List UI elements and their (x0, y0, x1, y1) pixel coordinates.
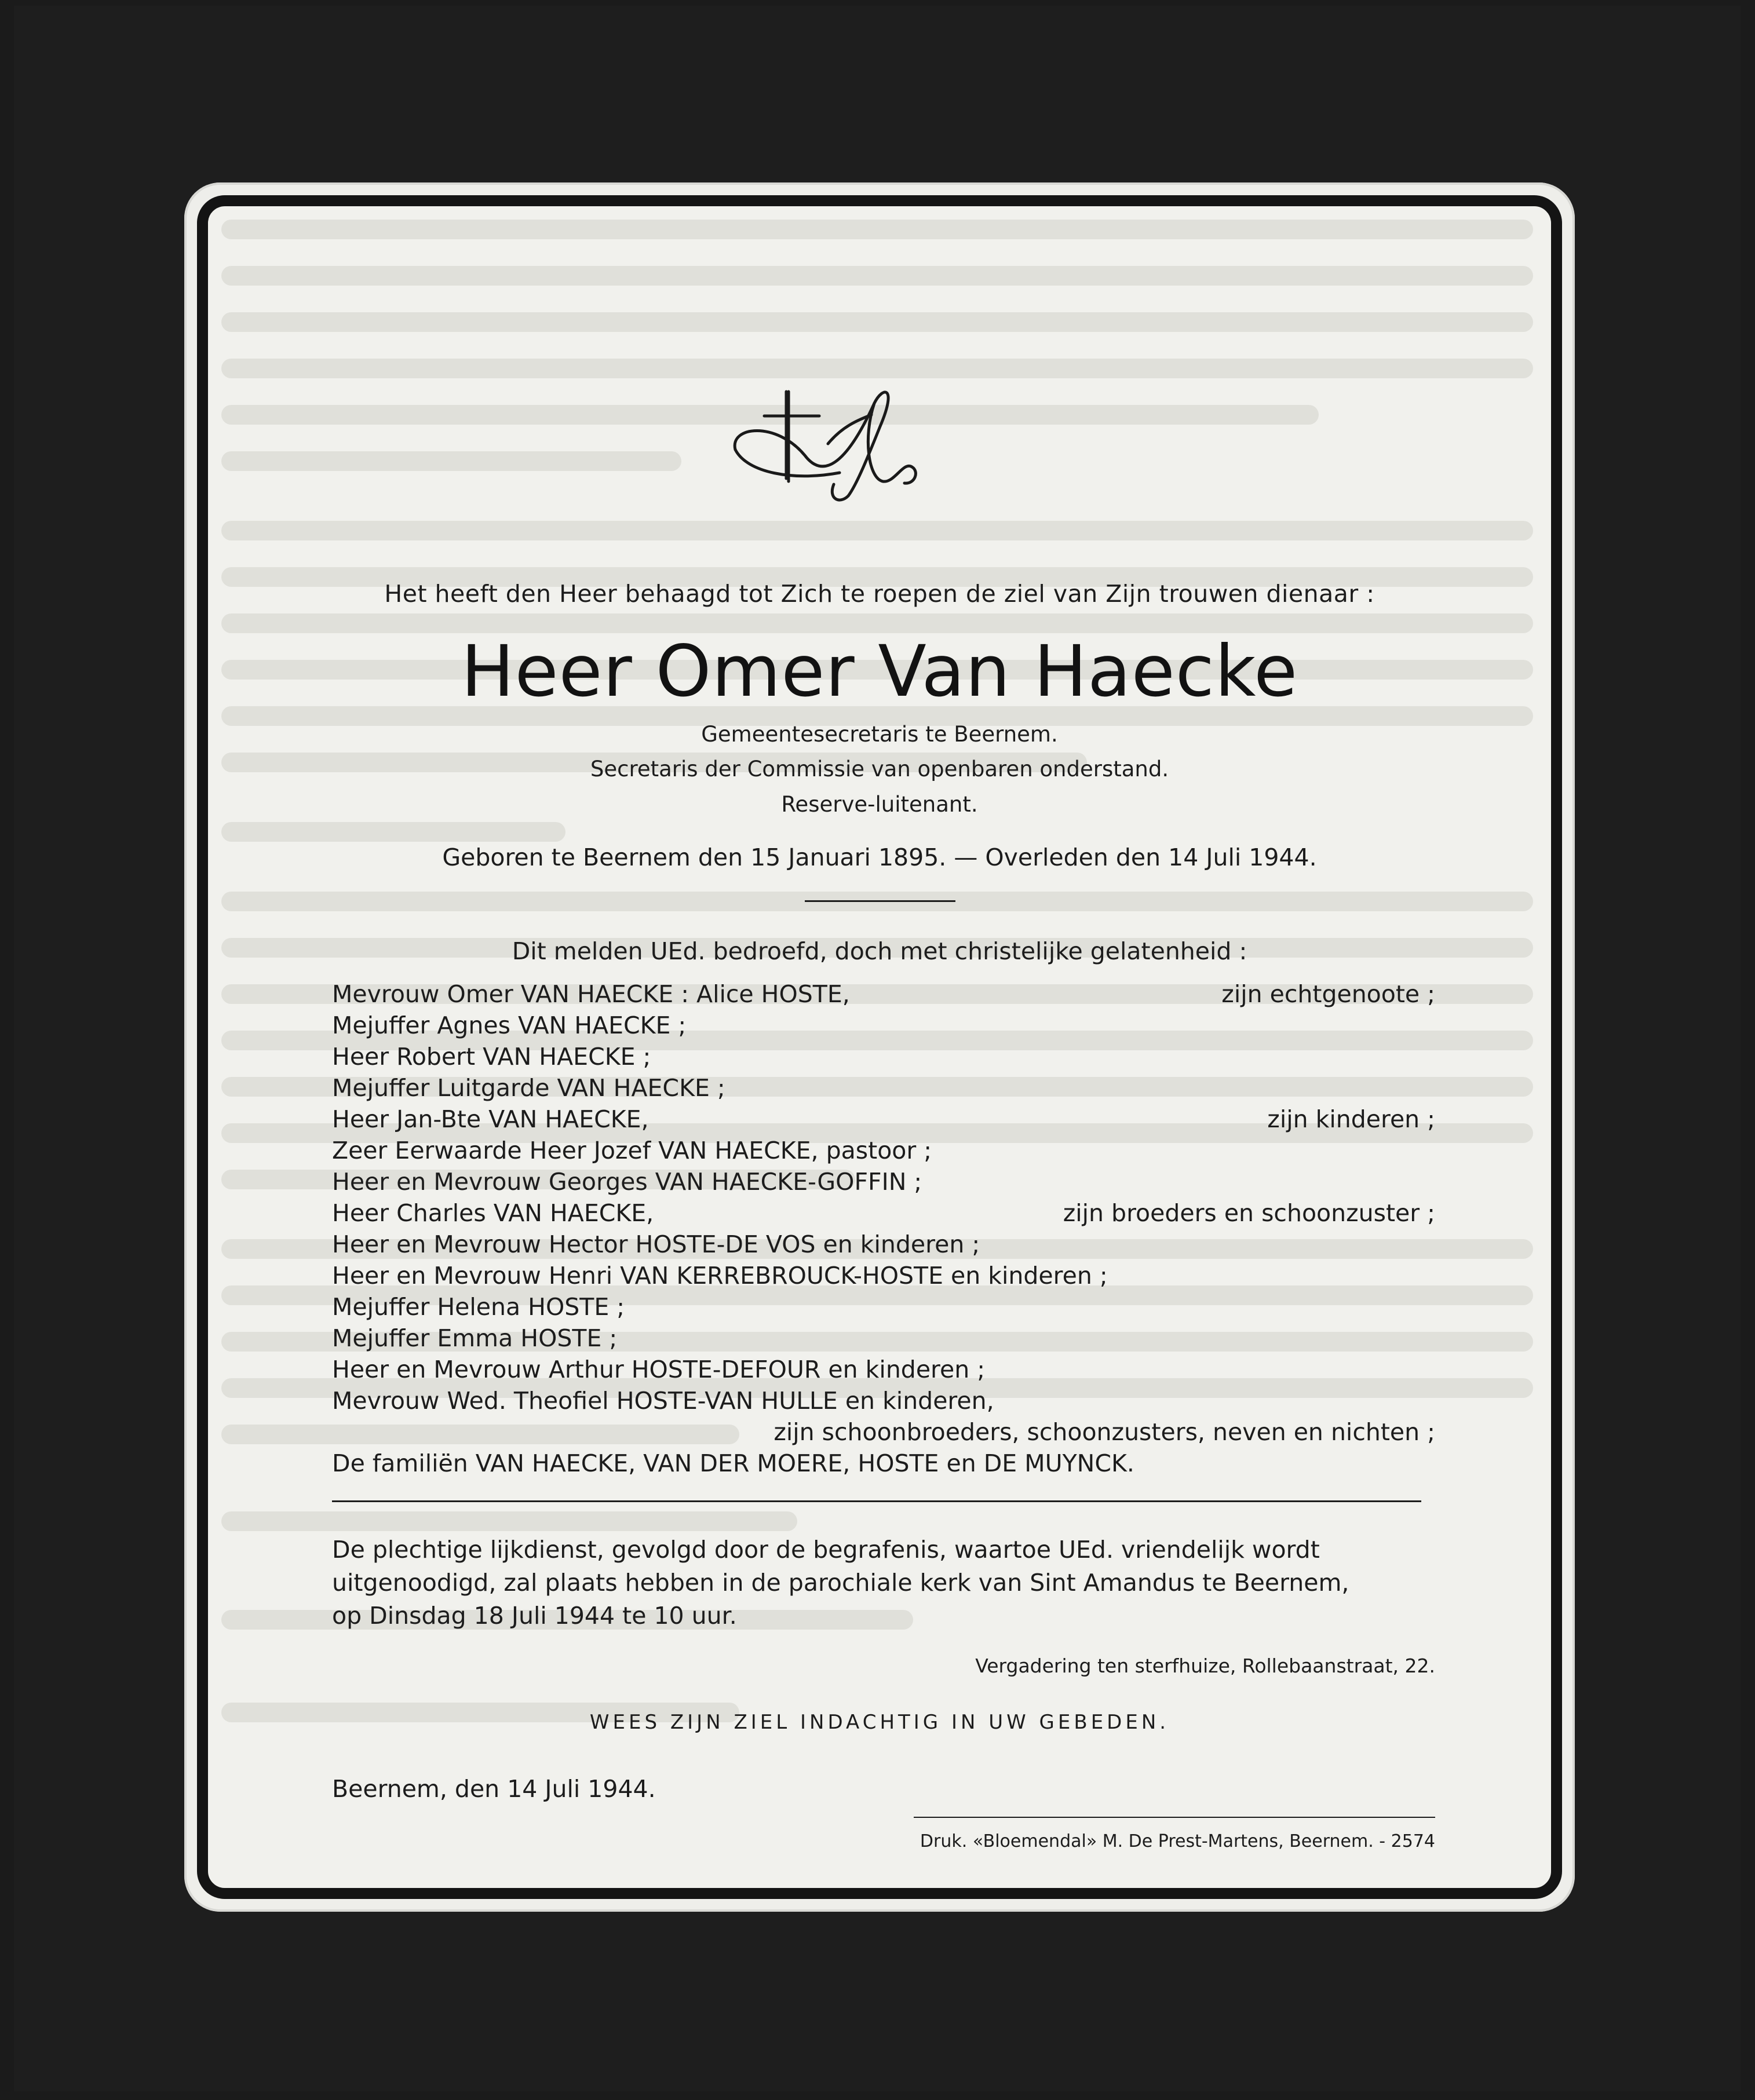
prayer-line: WEES ZIJN ZIEL INDACHTIG IN UW GEBEDEN. (589, 1711, 1170, 1734)
family-line: Mevrouw Omer VAN HAECKE : Alice HOSTE, (332, 980, 850, 1008)
family-line: Heer Jan-Bte VAN HAECKE, (332, 1105, 649, 1133)
family-line: De familiën VAN HAECKE, VAN DER MOERE, HOSTE en DE MUYNCK. (332, 1449, 1134, 1477)
relation-in-laws: zijn schoonbroeders, schoonzusters, neven en nichten ; (773, 1418, 1435, 1446)
memorial-card (184, 182, 1575, 1912)
family-line: Mejuffer Emma HOSTE ; (332, 1324, 618, 1352)
family-line: Heer en Mevrouw Hector HOSTE-DE VOS en kinderen ; (332, 1230, 980, 1258)
family-line: Heer en Mevrouw Henri VAN KERREBROUCK-HOSTE en kinderen ; (332, 1262, 1108, 1290)
family-line: Heer en Mevrouw Arthur HOSTE-DEFOUR en kinderen ; (332, 1356, 986, 1383)
intro-text: Het heeft den Heer behaagd tot Zich te roepen de ziel van Zijn trouwen dienaar : (384, 580, 1375, 608)
title-line-2: Secretaris der Commissie van openbaren onderstand. (590, 757, 1169, 781)
deceased-name: Heer Omer Van Haecke (461, 630, 1298, 713)
family-line: Mevrouw Wed. Theofiel HOSTE-VAN HULLE en kinderen, (332, 1387, 994, 1415)
family-line: Zeer Eerwaarde Heer Jozef VAN HAECKE, pastoor ; (332, 1137, 932, 1164)
relation-children: zijn kinderen ; (1267, 1105, 1435, 1133)
meeting-address: Vergadering ten sterfhuize, Rollebaanstraat, 22. (975, 1655, 1435, 1677)
relation-siblings: zijn broeders en schoonzuster ; (1063, 1199, 1435, 1227)
cross-monogram-icon (724, 380, 932, 507)
title-line-1: Gemeentesecretaris te Beernem. (701, 722, 1058, 747)
family-line: Heer Charles VAN HAECKE, (332, 1199, 654, 1227)
divider-long (332, 1500, 1421, 1502)
birth-death-line: Geboren te Beernem den 15 Januari 1895. — Overleden den 14 Juli 1944. (442, 843, 1317, 871)
family-line: Mejuffer Helena HOSTE ; (332, 1293, 625, 1321)
printer-rule (914, 1817, 1435, 1818)
place-date: Beernem, den 14 Juli 1944. (332, 1775, 656, 1803)
divider-short (805, 900, 955, 902)
relation-spouse: zijn echtgenoote ; (1221, 980, 1435, 1008)
family-line: Heer en Mevrouw Georges VAN HAECKE-GOFFIN ; (332, 1168, 922, 1196)
service-line-3: op Dinsdag 18 Juli 1944 te 10 uur. (332, 1602, 737, 1630)
family-line: Mejuffer Agnes VAN HAECKE ; (332, 1011, 687, 1039)
family-line: Mejuffer Luitgarde VAN HAECKE ; (332, 1074, 725, 1102)
family-line: Heer Robert VAN HAECKE ; (332, 1043, 651, 1071)
title-line-3: Reserve-luitenant. (781, 792, 978, 817)
printer-credit: Druk. «Bloemendal» M. De Prest-Martens, Beernem. - 2574 (920, 1831, 1435, 1851)
service-line-1: De plechtige lijkdienst, gevolgd door de begrafenis, waartoe UEd. vriendelijk wordt (332, 1536, 1320, 1564)
announcement-intro: Dit melden UEd. bedroefd, doch met christelijke gelatenheid : (512, 937, 1247, 965)
service-line-2: uitgenoodigd, zal plaats hebben in de parochiale kerk van Sint Amandus te Beernem, (332, 1569, 1349, 1597)
card-black-frame (197, 195, 1562, 1899)
